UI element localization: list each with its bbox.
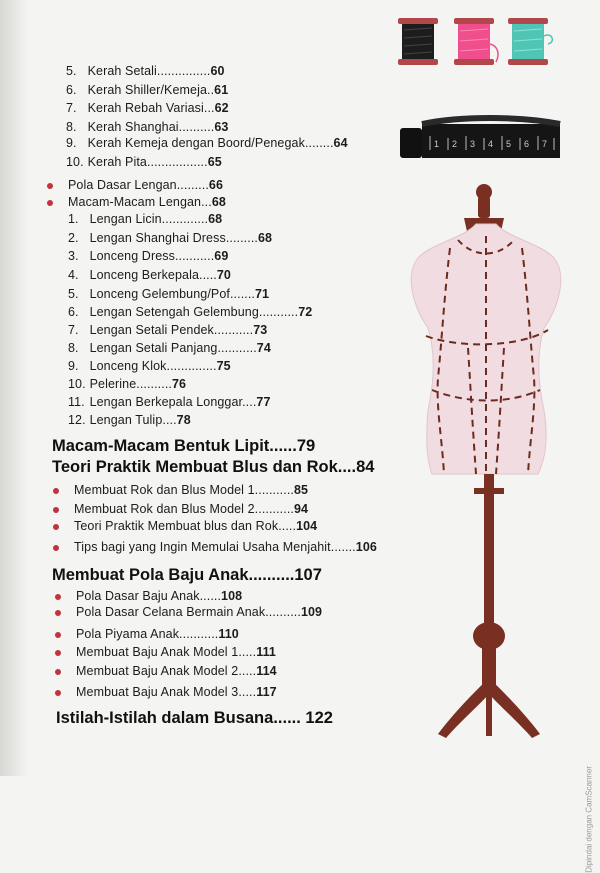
tape-number: 6 xyxy=(524,139,530,149)
toc-entry-sleeve-12: 12. Lengan Tulip....78 xyxy=(68,413,191,427)
toc-entry-kids-5: Membuat Baju Anak Model 2.....114 xyxy=(76,664,277,678)
black-thread-spool-icon xyxy=(398,18,438,65)
toc-entry-theory-4: Tips bagi yang Ingin Memulai Usaha Menjahit.......106 xyxy=(74,540,377,554)
toc-entry-sleeve-1: 1. Lengan Licin.............68 xyxy=(68,212,223,226)
toc-entry-kids-4: Membuat Baju Anak Model 1.....111 xyxy=(76,645,276,659)
toc-entry-kids-2: Pola Dasar Celana Bermain Anak..........109 xyxy=(76,605,323,619)
pink-thread-spool-icon xyxy=(454,18,498,65)
toc-heading-theory: Teori Praktik Membuat Blus dan Rok....84 xyxy=(52,458,375,476)
toc-entry-sleeve-11: 11. Lengan Berkepala Longgar....77 xyxy=(68,395,271,409)
toc-entry-sleeve-types: Macam-Macam Lengan...68 xyxy=(68,195,226,209)
tape-number: 3 xyxy=(470,139,476,149)
toc-heading-pleats: Macam-Macam Bentuk Lipit......79 xyxy=(52,437,316,455)
toc-entry-collar-9: 9. Kerah Kemeja dengan Boord/Penegak........64 xyxy=(66,136,348,150)
toc-entry-sleeve-7: 7. Lengan Setali Pendek...........73 xyxy=(68,323,268,337)
tape-number: 4 xyxy=(488,139,494,149)
toc-entry-theory-1: Membuat Rok dan Blus Model 1...........85 xyxy=(74,483,309,497)
measuring-tape-illustration xyxy=(400,114,562,162)
thread-spools-illustration xyxy=(396,14,558,70)
toc-entry-sleeve-9: 9. Lonceng Klok..............75 xyxy=(68,359,231,373)
toc-heading-glossary: Istilah-Istilah dalam Busana...... 122 xyxy=(56,709,333,727)
tape-number: 5 xyxy=(506,139,512,149)
toc-entry-kids-3: Pola Piyama Anak...........110 xyxy=(76,627,239,641)
toc-entry-collar-6: 6. Kerah Shiller/Kemeja..61 xyxy=(66,83,229,97)
toc-entry-kids-1: Pola Dasar Baju Anak......108 xyxy=(76,589,243,603)
toc-entry-theory-3: Teori Praktik Membuat blus dan Rok.....104 xyxy=(74,519,318,533)
scanner-watermark: Dipindai dengan CamScanner xyxy=(585,766,594,873)
toc-entry-sleeve-6: 6. Lengan Setengah Gelembung...........72 xyxy=(68,305,313,319)
scan-shadow xyxy=(0,0,28,776)
toc-entry-sleeve-5: 5. Lonceng Gelembung/Pof.......71 xyxy=(68,287,270,301)
toc-entry-basic-sleeve: Pola Dasar Lengan.........66 xyxy=(68,178,223,192)
dress-form-mannequin-illustration xyxy=(398,178,578,748)
toc-entry-sleeve-2: 2. Lengan Shanghai Dress.........68 xyxy=(68,231,273,245)
tape-number: 7 xyxy=(542,139,548,149)
toc-entry-collar-5: 5. Kerah Setali...............60 xyxy=(66,64,225,78)
toc-entry-sleeve-10: 10. Pelerine..........76 xyxy=(68,377,187,391)
toc-entry-sleeve-3: 3. Lonceng Dress...........69 xyxy=(68,249,229,263)
teal-thread-spool-icon xyxy=(508,18,552,65)
toc-entry-collar-8: 8. Kerah Shanghai..........63 xyxy=(66,120,229,134)
toc-entry-kids-6: Membuat Baju Anak Model 3.....117 xyxy=(76,685,277,699)
toc-entry-theory-2: Membuat Rok dan Blus Model 2...........94 xyxy=(74,502,309,516)
toc-entry-collar-7: 7. Kerah Rebah Variasi...62 xyxy=(66,101,229,115)
tape-number: 1 xyxy=(434,139,440,149)
tape-number: 2 xyxy=(452,139,458,149)
toc-entry-sleeve-4: 4. Lonceng Berkepala.....70 xyxy=(68,268,231,282)
toc-entry-sleeve-8: 8. Lengan Setali Panjang...........74 xyxy=(68,341,271,355)
toc-entry-collar-10: 10. Kerah Pita.................65 xyxy=(66,155,222,169)
toc-heading-kids: Membuat Pola Baju Anak..........107 xyxy=(52,566,322,584)
